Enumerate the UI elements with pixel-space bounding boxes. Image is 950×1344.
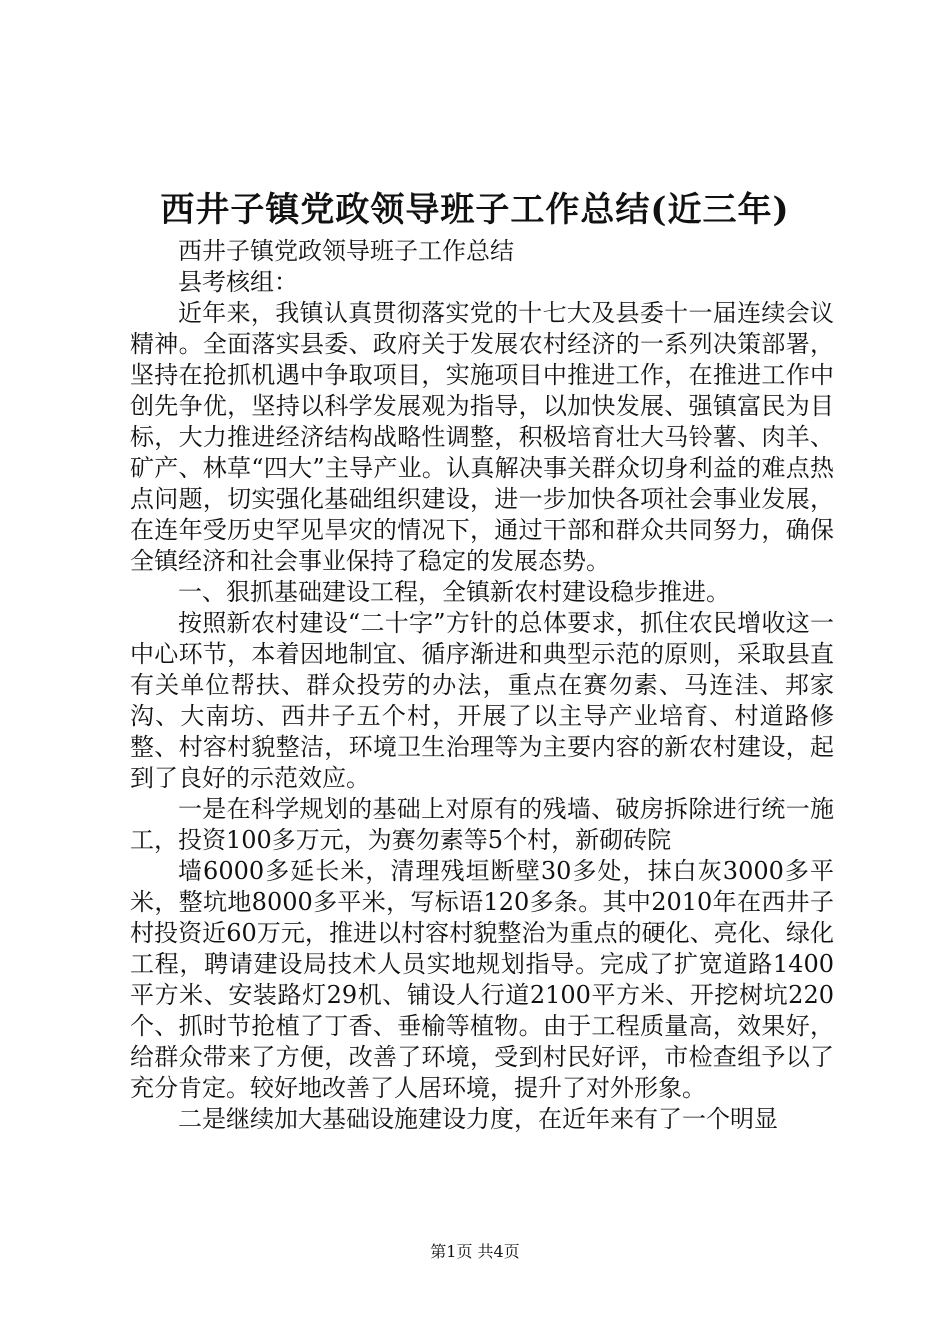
salutation-paragraph: 县考核组： (178, 268, 298, 296)
document-body (130, 236, 834, 1135)
body-paragraph: 墙6000多延长米，清理残垣断壁30多处，抹白灰3000多平米，整坑地8000多平米，写标语120多条。其中2010年在西井子村投资近60万元，推进以村容村貌整治为重点的硬化、亮化、绿化工程，聘请建设局技术人员实地规划指导。完成了扩宽道路1400平方米、安装路灯29机、铺设人行道2100平方米、开挖树坑220个、抓时节抢植了丁香、垂榆等植物。由于工程质量高，效果好，给群众带来了方便，改善了环境，受到村民好评，市检查组予以了充分肯定。较好地改善了人居环境，提升了对外形象。 (130, 857, 834, 1102)
body-paragraph: 二是继续加大基础设施建设力度，在近年来有了一个明显 (178, 1105, 778, 1133)
body-paragraph: 一是在科学规划的基础上对原有的残墙、破房拆除进行统一施工，投资100多万元，为赛勿素等5个村，新砌砖院 (130, 795, 834, 854)
subtitle-paragraph: 西井子镇党政领导班子工作总结 (178, 237, 514, 265)
body-paragraph: 按照新农村建设“二十字”方针的总体要求，抓住农民增收这一中心环节，本着因地制宜、循序渐进和典型示范的原则，采取县直有关单位帮扶、群众投劳的办法，重点在赛勿素、马连洼、邦家沟、大南坊、西井子五个村，开展了以主导产业培育、村道路修整、村容村貌整洁，环境卫生治理等为主要内容的新农村建设，起到了良好的示范效应。 (130, 609, 834, 792)
page-number-footer: 第1页 共4页 (430, 1242, 520, 1261)
section-heading: 一、狠抓基础建设工程，全镇新农村建设稳步推进。 (178, 578, 730, 606)
document-title: 西井子镇党政领导班子工作总结(近三年) (160, 190, 790, 230)
body-paragraph: 近年来，我镇认真贯彻落实党的十七大及县委十一届连续会议精神。全面落实县委、政府关于发展农村经济的一系列决策部署，坚持在抢抓机遇中争取项目，实施项目中推进工作，在推进工作中创先争优，坚持以科学发展观为指导，以加快发展、强镇富民为目标，大力推进经济结构战略性调整，积极培育壮大马铃薯、肉羊、矿产、林草“四大”主导产业。认真解决事关群众切身利益的难点热点问题，切实强化基础组织建设，进一步加快各项社会事业发展，在连年受历史罕见旱灾的情况下，通过干部和群众共同努力，确保全镇经济和社会事业保持了稳定的发展态势。 (130, 299, 834, 575)
